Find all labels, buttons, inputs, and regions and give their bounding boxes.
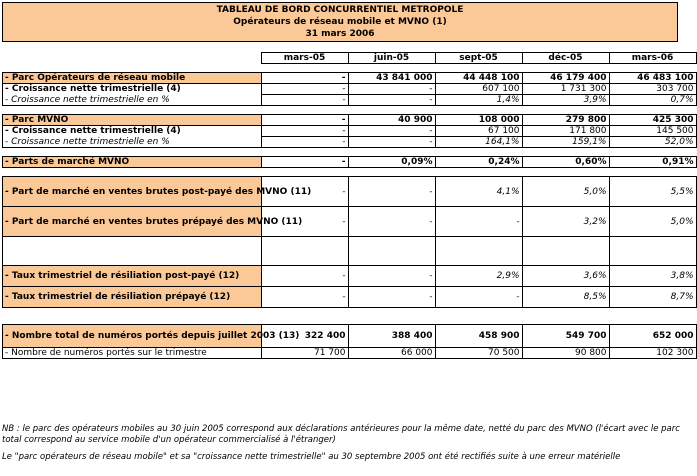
cell-value: 5,5% [609, 177, 696, 207]
cell-value: 52,0% [609, 137, 696, 148]
cell-value: 70 500 [435, 348, 522, 359]
cell-value: 5,0% [522, 177, 609, 207]
table-row [3, 177, 697, 207]
column-header: mars-05 [261, 53, 348, 64]
cell-value: 46 483 100 [609, 73, 696, 84]
cell-value: - [348, 287, 435, 308]
cell-value: 102 300 [609, 348, 696, 359]
column-header-row [3, 53, 697, 64]
cell-value: 145 500 [609, 126, 696, 137]
table-row [3, 95, 697, 106]
cell-value: 0,7% [609, 95, 696, 106]
cell-value: - [261, 115, 348, 126]
cell-value: - [348, 137, 435, 148]
cell-value: 67 100 [435, 126, 522, 137]
row-label: - Part de marché en ventes brutes post-payé des MVNO (11) [3, 177, 262, 207]
cell-value: - [435, 207, 522, 237]
data-table [2, 52, 697, 359]
cell-value: 279 800 [522, 115, 609, 126]
cell-value: 66 000 [348, 348, 435, 359]
cell-value: - [348, 177, 435, 207]
footnotes [2, 424, 680, 469]
report-header [2, 2, 678, 42]
cell-value: 3,6% [522, 266, 609, 287]
cell-value: 164,1% [435, 137, 522, 148]
cell-value: - [261, 84, 348, 95]
table-row [3, 157, 697, 168]
report-subtitle: Opérateurs de réseau mobile et MVNO (1) [233, 17, 447, 27]
spacer-row [3, 237, 697, 266]
cell-value: 8,7% [609, 287, 696, 308]
cell-value: - [261, 137, 348, 148]
table-row [3, 207, 697, 237]
cell-value: - [435, 287, 522, 308]
cell-value: 159,1% [522, 137, 609, 148]
row-label: - Croissance nette trimestrielle en % [3, 95, 262, 106]
row-label: - Taux trimestriel de résiliation prépayé (12) [3, 287, 262, 308]
table-row [3, 126, 697, 137]
cell-value: - [348, 266, 435, 287]
cell-value: 44 448 100 [435, 73, 522, 84]
report-title: TABLEAU DE BORD CONCURRENTIEL METROPOLE [216, 5, 464, 15]
cell-value: 2,9% [435, 266, 522, 287]
row-label: - Parc MVNO [3, 115, 262, 126]
cell-value: 0,91% [609, 157, 696, 168]
column-header: sept-05 [435, 53, 522, 64]
cell-value: 108 000 [435, 115, 522, 126]
report-date: 31 mars 2006 [305, 29, 375, 39]
note-nb: NB : le parc des opérateurs mobiles au 30 juin 2005 correspond aux déclarations antérieures pour la même date, netté du parc des MVNO (l'écart avec le parc total correspond au service mobile d'un opérateur commercialisé à l'étranger) [2, 424, 680, 445]
cell-value: 1 731 300 [522, 84, 609, 95]
row-label: - Croissance nette trimestrielle (4) [3, 126, 262, 137]
cell-value: 388 400 [348, 325, 435, 348]
cell-value: 549 700 [522, 325, 609, 348]
cell-value: 3,2% [522, 207, 609, 237]
row-label: - Parc Opérateurs de réseau mobile [3, 73, 262, 84]
table-row [3, 84, 697, 95]
cell-value: - [348, 95, 435, 106]
cell-value: 607 100 [435, 84, 522, 95]
cell-value: - [261, 73, 348, 84]
cell-value: 652 000 [609, 325, 696, 348]
cell-value: 322 400 [261, 325, 348, 348]
row-label: - Nombre de numéros portés sur le trimestre [3, 348, 262, 359]
column-header: mars-06 [609, 53, 696, 64]
row-label: - Taux trimestriel de résiliation post-payé (12) [3, 266, 262, 287]
cell-value: - [261, 126, 348, 137]
row-label: - Croissance nette trimestrielle (4) [3, 84, 262, 95]
cell-value: 1,4% [435, 95, 522, 106]
cell-value: - [261, 95, 348, 106]
cell-value: 0,24% [435, 157, 522, 168]
table-row [3, 287, 697, 308]
cell-value: 40 900 [348, 115, 435, 126]
cell-value: - [261, 157, 348, 168]
table-row [3, 266, 697, 287]
cell-value: 5,0% [609, 207, 696, 237]
cell-value: 8,5% [522, 287, 609, 308]
cell-value: - [261, 207, 348, 237]
cell-value: 458 900 [435, 325, 522, 348]
table-row [3, 137, 697, 148]
cell-value: 4,1% [435, 177, 522, 207]
cell-value: 46 179 400 [522, 73, 609, 84]
cell-value: - [261, 266, 348, 287]
table-row [3, 115, 697, 126]
note-correction: Le "parc opérateurs de réseau mobile" et sa "croissance nette trimestrielle" au 30 septembre 2005 ont été rectifiés suite à une erreur matérielle [2, 452, 621, 462]
cell-value: 3,9% [522, 95, 609, 106]
cell-value: - [348, 84, 435, 95]
cell-value: - [348, 207, 435, 237]
cell-value: 90 800 [522, 348, 609, 359]
cell-value: 43 841 000 [348, 73, 435, 84]
row-label: - Part de marché en ventes brutes prépayé des MVNO (11) [3, 207, 262, 237]
row-label: - Nombre total de numéros portés depuis juillet 2003 (13) [3, 325, 262, 348]
cell-value: 171 800 [522, 126, 609, 137]
table-row [3, 325, 697, 348]
cell-value: - [261, 287, 348, 308]
table-row [3, 348, 697, 359]
column-header: juin-05 [348, 53, 435, 64]
cell-value: 0,60% [522, 157, 609, 168]
cell-value: 0,09% [348, 157, 435, 168]
column-header: déc-05 [522, 53, 609, 64]
row-label: - Parts de marché MVNO [3, 157, 262, 168]
cell-value: 425 300 [609, 115, 696, 126]
cell-value: - [261, 177, 348, 207]
cell-value: - [348, 126, 435, 137]
cell-value: 303 700 [609, 84, 696, 95]
cell-value: 71 700 [261, 348, 348, 359]
table-row [3, 73, 697, 84]
row-label: - Croissance nette trimestrielle en % [3, 137, 262, 148]
cell-value: 3,8% [609, 266, 696, 287]
